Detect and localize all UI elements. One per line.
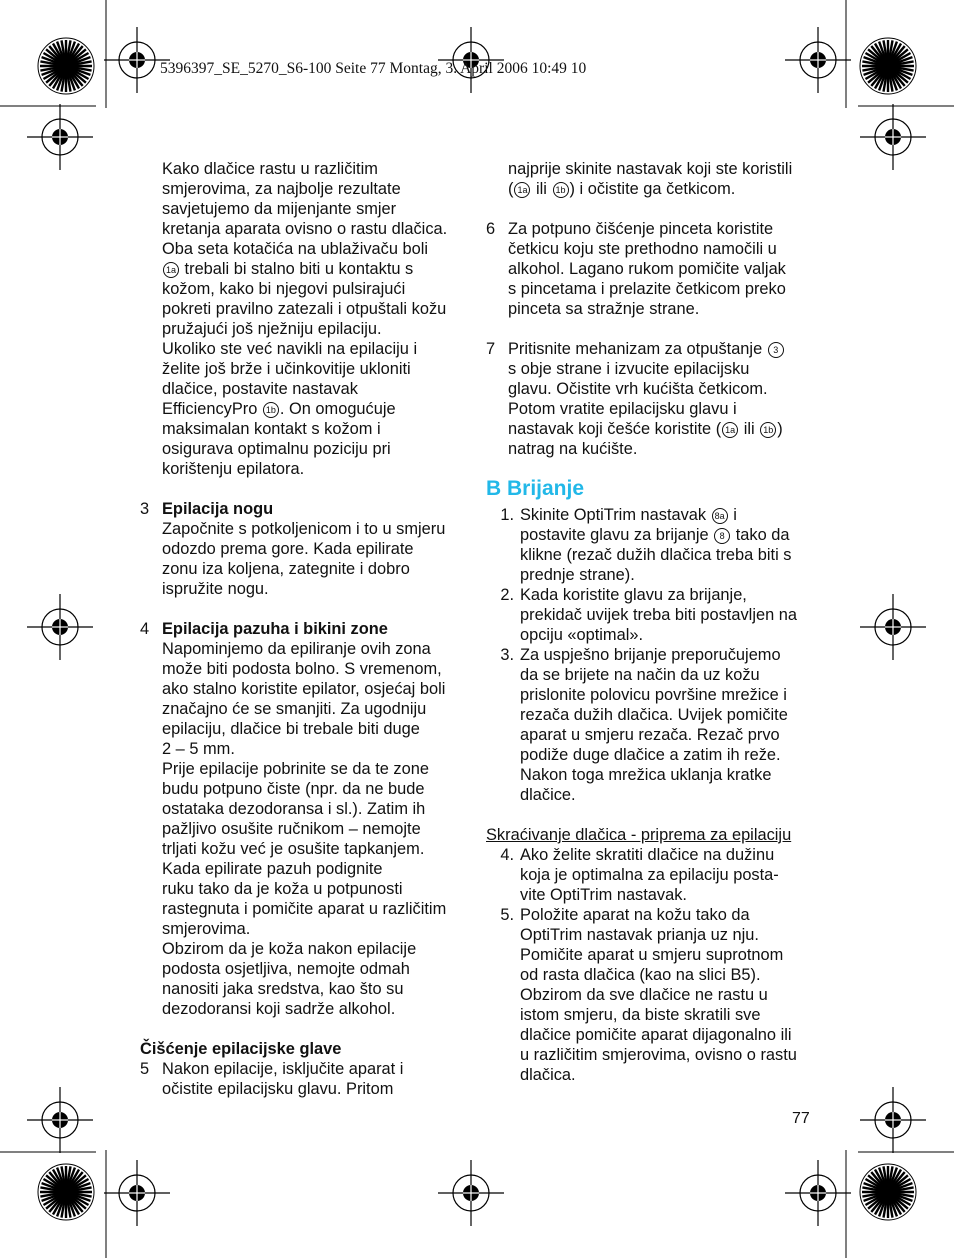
marker-1a-icon: 1a xyxy=(722,422,738,438)
right-column xyxy=(486,159,816,1085)
marker-3-icon: 3 xyxy=(768,342,784,358)
cleaning-heading: Čišćenje epilacijske glave xyxy=(140,1040,342,1058)
intro-paragraph: Kako dlačice rastu u različitim smjerovima, za najbolje rezultate savjetujemo da mijenjante smjer kretanja aparata ovisno o rastu dlačica. Oba seta kotačića na ublaživaču boli 1a trebali bi stalno biti u kontaktu s kožom, kako bi njegovi pulsirajući pokreti pravilno zatezali i otpuštali kožu pružajući još nježniju epilaciju. Ukoliko ste već navikli na epilaciju i želite još brže i učinkovitije ukloniti dlačice, postavite nastavak EfficiencyPro 1b . On omogućuje maksimalan kontakt s kožom i osigurava optimalnu poziciju pri korištenju epilatora. xyxy=(162,160,448,478)
trimming-subheading: Skraćivanje dlačica - priprema za epilaciju xyxy=(486,826,792,844)
marker-8-icon: 8 xyxy=(714,528,730,544)
step-7-release: 7 Pritisnite mehanizam za otpuštanje 3 s obje strane i izvucite epilacijsku glavu. Očistite vrh kućišta četkicom. Potom vratite epilacijsku glavu i nastavak koji češće koristite ( 1a ili 1b ) natrag na kućište. xyxy=(486,340,783,458)
shaving-step-3: 3. Za uspješno brijanje preporučujemo da se brijete na način da uz kožu prislonite polovicu površine mrežice i rezača dužih dlačica. Uvijek pomičite aparat u smjeru rezača. Rezač prvo podiže duge dlačice a zatim ih reže. Nakon toga mrežica uklanja kratke dlačice. xyxy=(500,646,788,804)
shaving-step-4: 4. Ako želite skratiti dlačice na dužinu koja je optimalna za epilaciju posta- vite OptiTrim nastavak. xyxy=(500,846,779,904)
step-4-title: Epilacija pazuha i bikini zone xyxy=(162,620,388,638)
left-column xyxy=(140,159,470,1099)
shaving-step-5: 5. Položite aparat na kožu tako da OptiTrim nastavak prianja uz nju. Pomičite aparat u smjeru suprotnom od rasta dlačica (kao na slici B5). Obzirom da sve dlačice ne rastu u istom smjeru, da biste skratili sve dlačice pomičite aparat dijagonalno ili u različitim smjerovima, ovisno o rastu dlačica. xyxy=(500,906,797,1084)
step-5-cleaning: 5 Nakon epilacije, isključite aparat i očistite epilacijsku glavu. Pritom xyxy=(140,1060,404,1098)
print-slug-header: 5396397_SE_5270_S6-100 Seite 77 Montag, 3. April 2006 10:49 10 xyxy=(160,60,587,77)
marker-1a-icon: 1a xyxy=(514,182,530,198)
marker-1a-icon: 1a xyxy=(163,262,179,278)
step-5-continuation: najprije skinite nastavak koji ste koristili ( 1a ili 1b ) i očistite ga četkicom. xyxy=(508,160,793,198)
marker-8a-icon: 8a xyxy=(712,508,728,524)
shaving-step-2: 2. Kada koristite glavu za brijanje, prekidač uvijek treba biti postavljen na opciju «optimal». xyxy=(500,586,797,644)
page-number: 77 xyxy=(792,1110,810,1127)
section-title-shaving: B Brijanje xyxy=(486,477,585,500)
step-4-underarm-bikini: 4 Epilacija pazuha i bikini zone Napominjemo da epiliranje ovih zona može biti podosta bolno. S vremenom, ako stalno koristite epilator, osjećaj boli značajno će se smanjiti. Za ugodniju epilaciju, dlačice bi trebale biti duge 2 – 5 mm. Prije epilacije pobrinite se da te zone budu potpuno čiste (npr. da ne bude ostataka dezodoransa i sl.). Zatim ih pažljivo osušite ručnikom – nemojte trljati kožu već je osušite tapkanjem. Kada epilirate pazuh podignite ruku tako da je koža u potpunosti rastegnuta i pomičite aparat u različitim smjerovima. Obzirom da je koža nakon epilacije podosta osjetljiva, nemojte odmah nanositi jaka sredstva, kao što su dezodoransi koji sadrže alkohol. xyxy=(140,619,470,1019)
step-3-leg-epilation: 3 Epilacija nogu Započnite s potkoljenicom i to u smjeru odozdo prema gore. Kada epilirate zonu iza koljena, zategnite i dobro ispružite nogu. xyxy=(140,499,470,599)
step-6-tweezer-cleaning: 6 Za potpuno čišćenje pinceta koristite četkicu koju ste prethodno namočili u alkohol. Lagano rukom pomičite valjak s pincetama i prelazite četkicom preko pinceta sa stražnje strane. xyxy=(486,220,786,318)
marker-1b-icon: 1b xyxy=(263,402,279,418)
marker-1b-icon: 1b xyxy=(760,422,776,438)
shaving-step-1: 1. Skinite OptiTrim nastavak 8a i postavite glavu za brijanje 8 tako da klikne (rezač dužih dlačica treba biti s prednje strane). xyxy=(500,506,792,584)
marker-1b-icon: 1b xyxy=(553,182,569,198)
step-3-title: Epilacija nogu xyxy=(162,500,274,518)
